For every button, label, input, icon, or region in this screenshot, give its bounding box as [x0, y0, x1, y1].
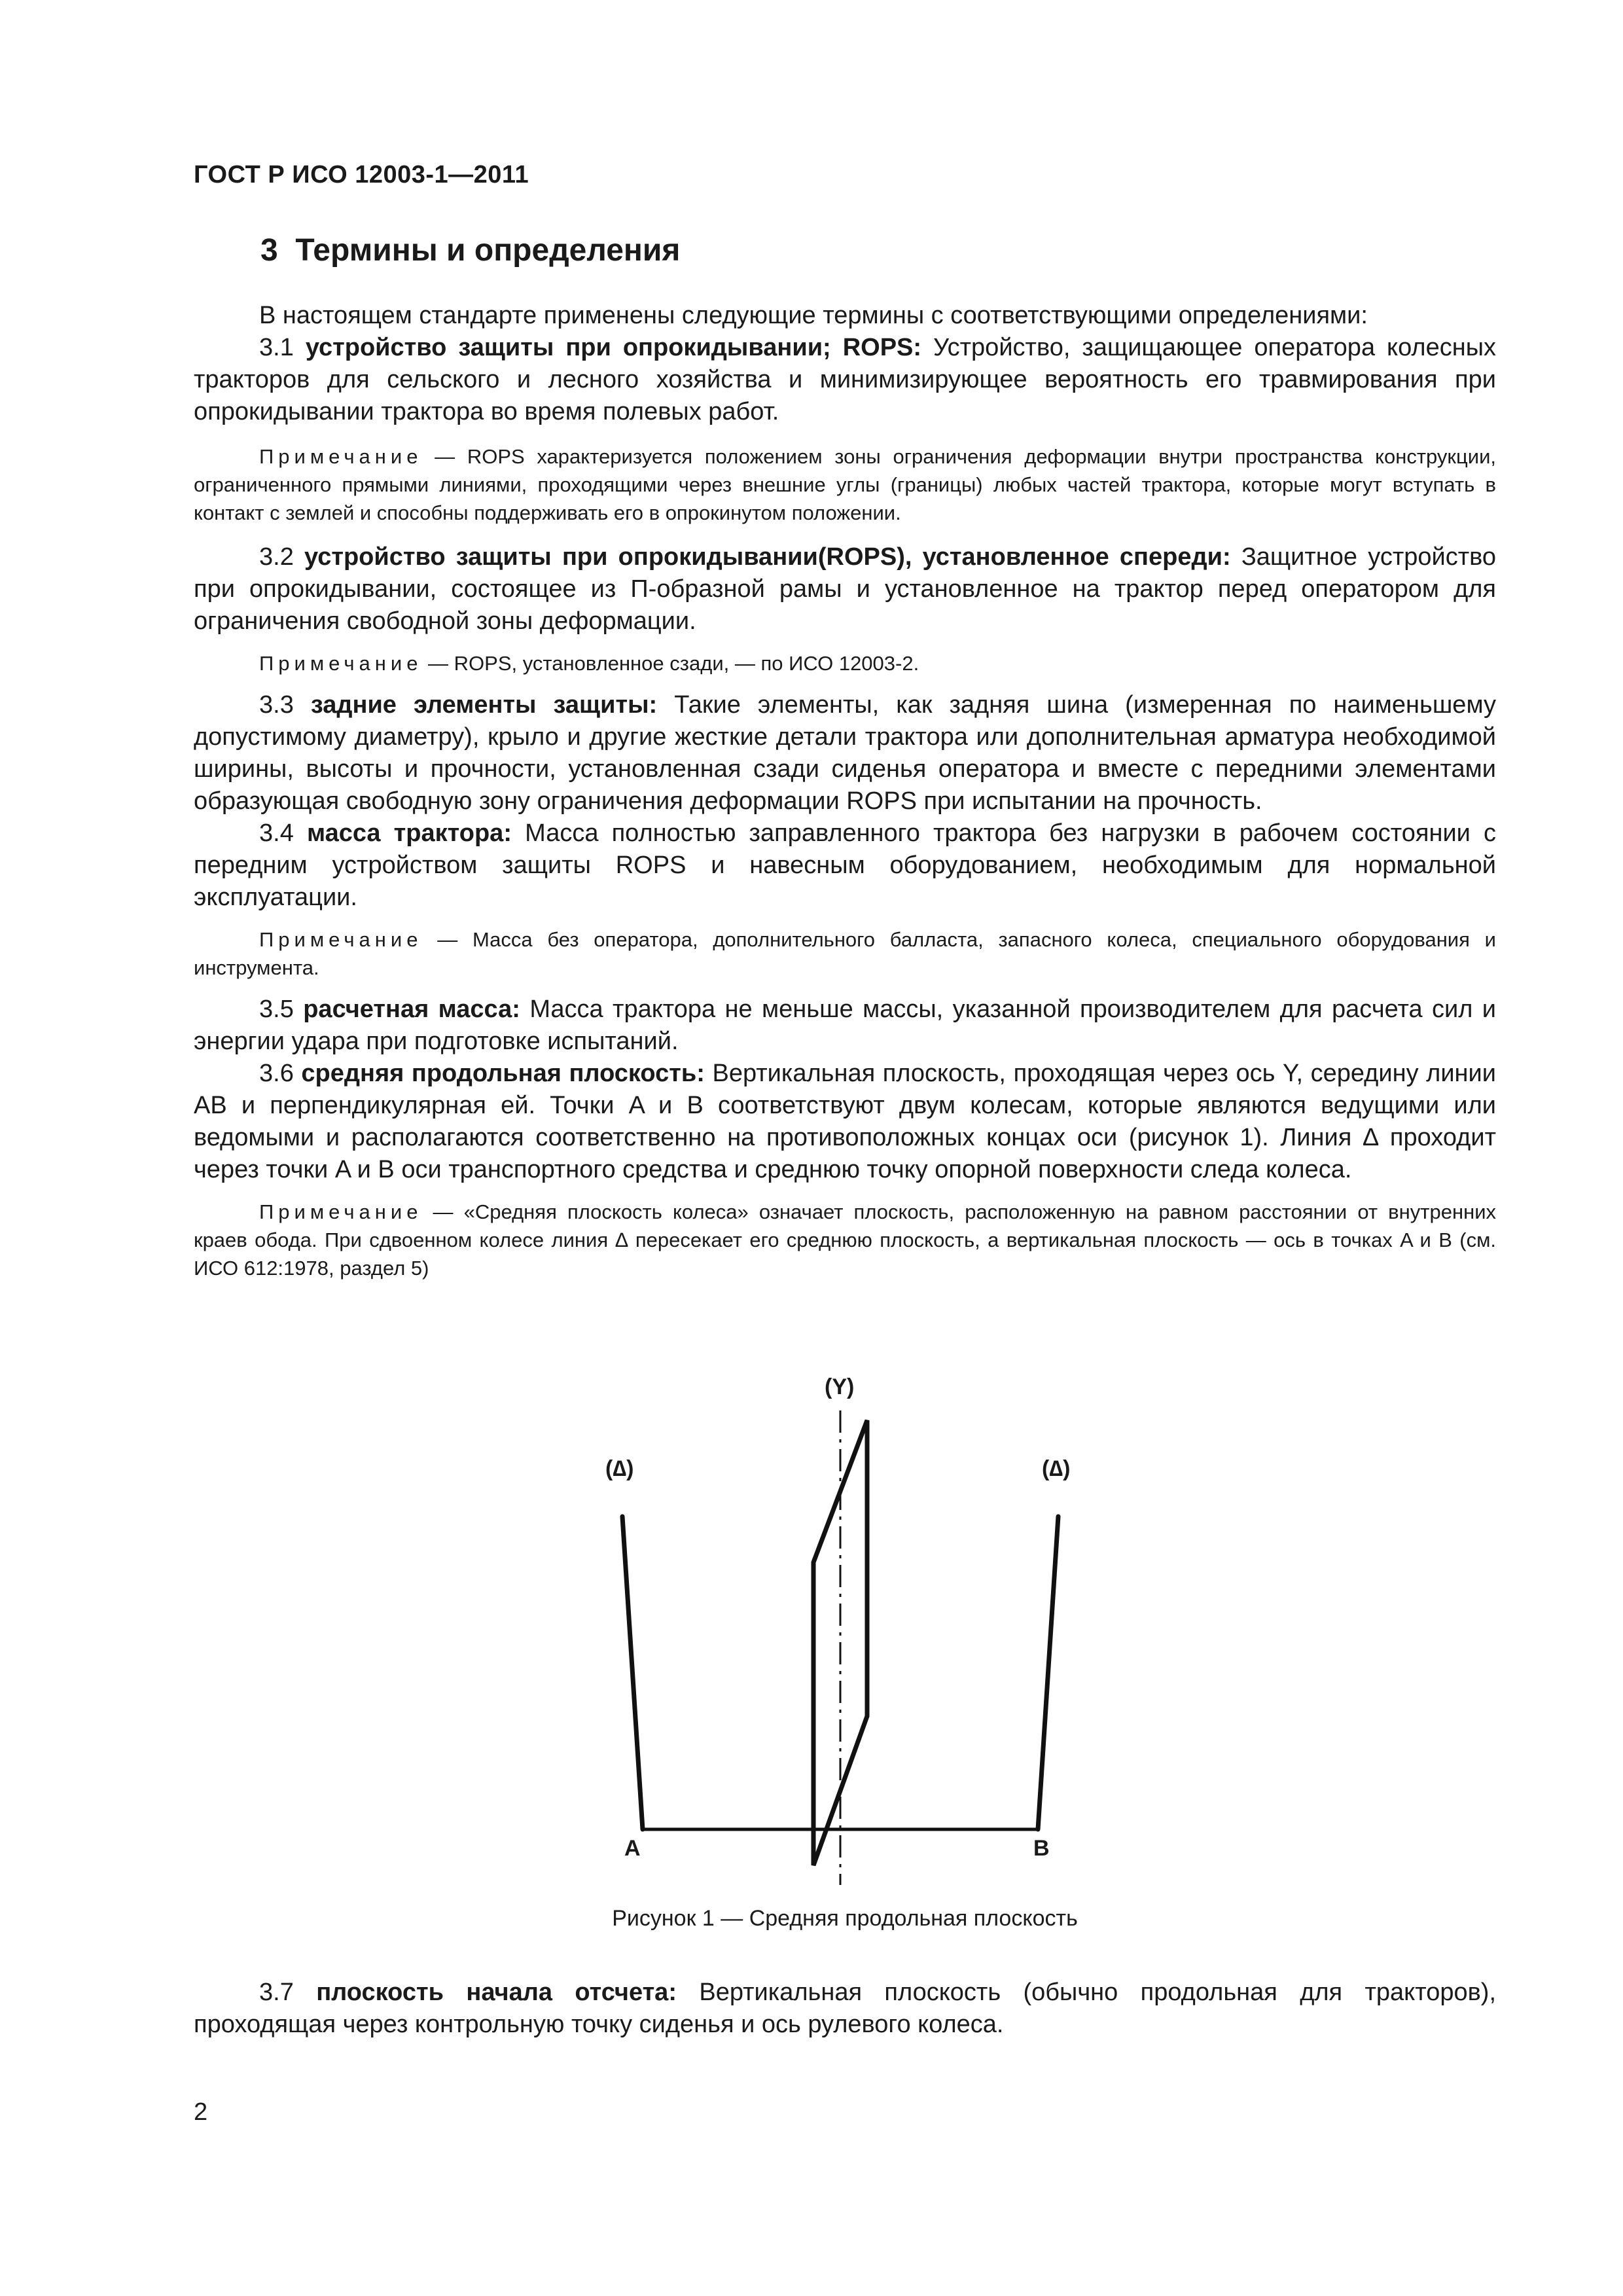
note-label: Примечание [259, 1200, 423, 1223]
definition-number: 3.3 [259, 691, 294, 719]
definition-term: задние элементы защиты: [310, 691, 658, 719]
note-label: Примечание [259, 928, 423, 951]
note-text: Масса без оператора, дополнительного балласта, запасного колеса, специального оборудования и инструмента. [194, 928, 1496, 979]
definition-3-4 [194, 817, 1496, 914]
note-3-1: Примечание — ROPS характеризуется положением зоны ограничения деформации внутри пространства конструкции, ограниченного прямыми линиями, проходящими через внешние углы (границы) любых частей трактора, которые могут вступать в контакт с землей и способны поддерживать его в опрокинутом положении. [194, 445, 1496, 524]
definition-text: Масса полностью заправленного трактора без нагрузки в рабочем состоянии с передним устройством защиты ROPS и навесным оборудованием, необходимым для нормальной эксплуатации. [194, 819, 1497, 911]
content-tail [194, 1977, 1496, 2041]
definition-term: расчетная масса: [303, 996, 520, 1023]
right-delta-line [1038, 1516, 1058, 1829]
note-3-2: Примечание — ROPS, установленное сзади, — по ИСО 12003-2. [259, 652, 919, 675]
definition-term: масса трактора: [306, 819, 512, 847]
figure-diagram [194, 1378, 1496, 1921]
definition-number: 3.5 [259, 996, 294, 1023]
label-b: B [1033, 1836, 1050, 1861]
section-number: 3 [260, 233, 278, 268]
document-header: ГОСТ Р ИСО 12003-1—2011 [194, 161, 529, 188]
label-y: (Y) [825, 1374, 855, 1399]
definition-3-1 [194, 332, 1496, 428]
definition-text: Такие элементы, как задняя шина (измеренная по наименьшему допустимому диаметру), крыло и другие жесткие детали трактора или дополнительная арматура необходимой ширины, высоты и прочности, установленная сзади сиденья оператора и вместе с передними элементами образующая свободную зону ограничения деформации ROPS при испытании на прочность. [194, 691, 1496, 815]
definition-number: 3.6 [259, 1060, 294, 1087]
intro-paragraph: В настоящем стандарте применены следующие термины с соответствующими определениями: [259, 302, 1368, 329]
section-title [260, 232, 680, 268]
label-a: A [624, 1836, 641, 1861]
label-delta-right: (∆) [1042, 1456, 1071, 1481]
definition-number: 3.4 [259, 819, 294, 847]
content-body [194, 300, 1496, 1282]
definition-term: плоскость начала отсчета: [316, 1979, 677, 2006]
note-text: ROPS характеризуется положением зоны ограничения деформации внутри пространства конструкции, ограниченного прямыми линиями, проходящими через внешние углы (границы) любых частей трактора, которые могут вступать в контакт с землей и способны поддерживать его в опрокинутом положении. [194, 445, 1496, 524]
note-label: Примечание [259, 445, 423, 468]
figure-1 [194, 1374, 1496, 1921]
definition-text: Масса трактора не меньше массы, указанной производителем для расчета сил и энергии удара при подготовке испытаний. [194, 996, 1496, 1055]
label-delta-left: (∆) [605, 1456, 634, 1481]
note-text: ROPS, установленное сзади, — по ИСО 12003-2. [454, 652, 919, 675]
section-title-text: Термины и определения [295, 233, 681, 268]
definition-number: 3.2 [259, 543, 294, 571]
page-number: 2 [194, 2098, 208, 2126]
definition-3-2 [194, 541, 1496, 637]
left-delta-line [622, 1516, 643, 1829]
definition-term: устройство защиты при опрокидывании; ROPS: [305, 334, 922, 361]
note-text: «Средняя плоскость колеса» означает плоскость, расположенную на равном расстоянии от внутренних краев обода. При сдвоенном колесе линия ∆ пересекает его среднюю плоскость, а вертикальная плоскость — ось в точках A и B (см. ИСО 612:1978, раздел 5) [194, 1200, 1497, 1280]
definition-term: устройство защиты при опрокидывании(ROPS), установленное спереди: [304, 543, 1231, 571]
definition-text: Устройство, защищающее оператора колесных тракторов для сельского и лесного хозяйства и минимизирующее вероятность его травмирования при опрокидывании трактора во время полевых работ. [194, 334, 1497, 425]
definition-number: 3.7 [259, 1979, 294, 2006]
note-3-4: Примечание — Масса без оператора, дополнительного балласта, запасного колеса, специального оборудования и инструмента. [194, 928, 1496, 979]
note-3-6: Примечание — «Средняя плоскость колеса» означает плоскость, расположенную на равном расстоянии от внутренних краев обода. При сдвоенном колесе линия ∆ пересекает его среднюю плоскость, а вертикальная плоскость — ось в точках A и B (см. ИСО 612:1978, раздел 5) [194, 1200, 1497, 1280]
definition-3-5 [194, 994, 1496, 1058]
figure-caption: Рисунок 1 — Средняя продольная плоскость [612, 1906, 1078, 1931]
note-label: Примечание [259, 652, 423, 675]
definition-term: средняя продольная плоскость: [301, 1060, 705, 1087]
definition-number: 3.1 [259, 334, 294, 361]
definition-3-3 [194, 689, 1496, 817]
definition-text: Защитное устройство при опрокидывании, состоящее из П-образной рамы и установленное на трактор перед оператором для ограничения свободной зоны деформации. [194, 543, 1497, 635]
definition-3-6 [194, 1058, 1496, 1186]
definition-text: Вертикальная плоскость (обычно продольная для тракторов), проходящая через контрольную точку сиденья и ось рулевого колеса. [194, 1979, 1497, 2038]
definition-3-7 [194, 1977, 1496, 2041]
definition-text: Вертикальная плоскость, проходящая через ось Y, середину линии AB и перпендикулярная ей. Точки A и B соответствуют двум колесам, которые являются ведущими или ведомыми и располагаются соответственно на противоположных концах оси (рисунок 1). Линия ∆ проходит через точки A и B оси транспортного средства и среднюю точку опорной поверхности следа колеса. [194, 1060, 1496, 1183]
